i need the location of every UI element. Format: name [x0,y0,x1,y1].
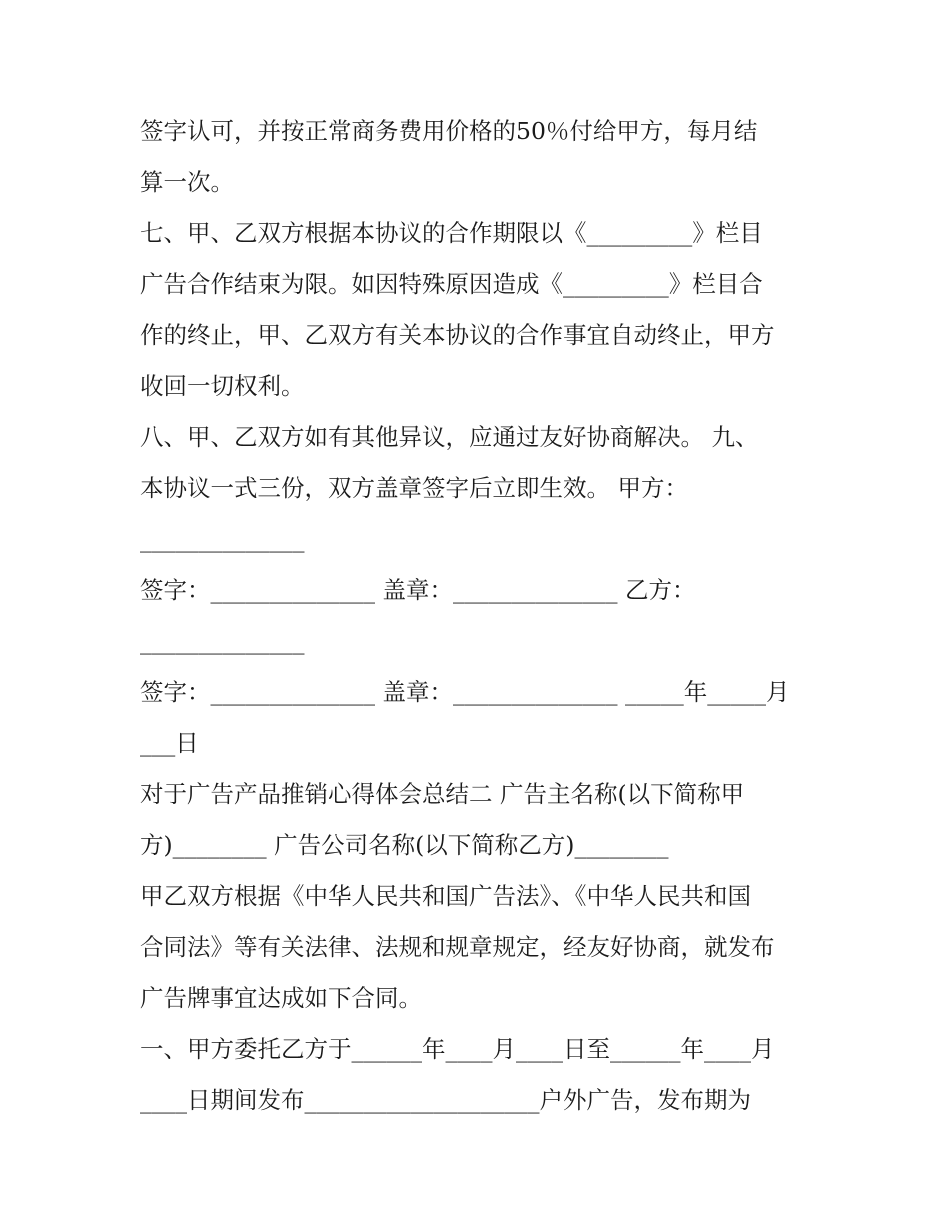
text-line: 收回一切权利。 [140,372,305,400]
text-line: 签字认可，并按正常商务费用价格的50％付给甲方，每月结 [140,117,758,145]
text-line: 七、甲、乙双方根据本协议的合作期限以《_________》栏目 [140,219,763,247]
text-line: 甲乙双方根据《中华人民共和国广告法》、《中华人民共和国 [140,882,751,910]
signature-date-line: 签字：______________ 盖章：______________ _____年_____月 [140,678,790,706]
signature-blank-line: ______________ [140,525,305,553]
text-line: 本协议一式三份，双方盖章签字后立即生效。 甲方： [140,474,688,502]
signature-blank-line: ______________ [140,627,305,655]
document-body [140,106,820,1126]
text-line: 广告牌事宜达成如下合同。 [140,984,422,1012]
text-line: ____日期间发布____________________户外广告，发布期为 [140,1086,751,1114]
text-line: 八、甲、乙双方如有其他异议，应通过友好协商解决。 九、 [140,423,759,451]
section-heading-line: 对于广告产品推销心得体会总结二 广告主名称(以下简称甲 [140,780,745,808]
party-names-line: 方)________ 广告公司名称(以下简称乙方)________ [140,831,669,859]
signature-seal-line: 签字：______________ 盖章：______________ 乙方： [140,576,696,604]
text-line: 一、甲方委托乙方于______年____月____日至______年____月 [140,1035,775,1063]
text-line: 合同法》等有关法律、法规和规章规定，经友好协商，就发布 [140,933,775,961]
text-line: 广告合作结束为限。如因特殊原因造成《_________》栏目合 [140,270,763,298]
text-line: 算一次。 [140,168,234,196]
date-day-line: ___日 [140,729,199,757]
text-line: 作的终止，甲、乙双方有关本协议的合作事宜自动终止，甲方 [140,321,775,349]
